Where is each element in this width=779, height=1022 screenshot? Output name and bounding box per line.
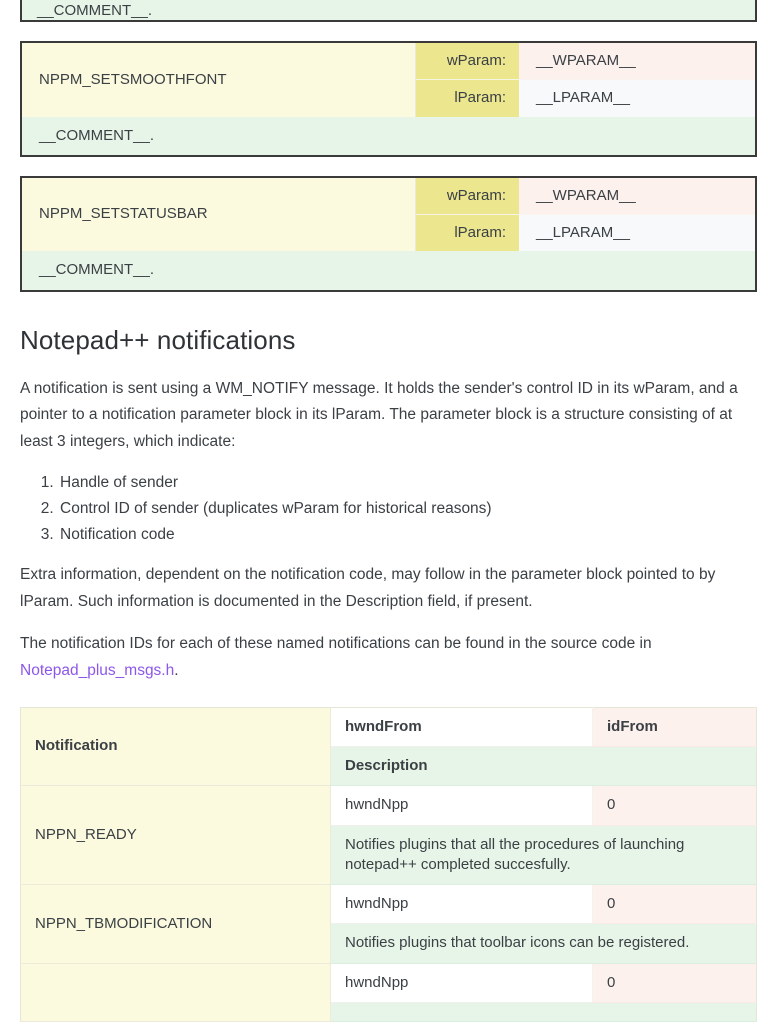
table-header-row — [21, 707, 757, 746]
table-row — [21, 117, 756, 156]
message-name-cell: NPPM_SETSTATUSBAR — [21, 177, 415, 252]
list-item: 3. Notification code — [58, 522, 779, 548]
wparam-value-cell: __WPARAM__ — [519, 42, 756, 80]
notification-name-cell: NPPN_TBMODIFICATION — [21, 885, 331, 964]
list-item: 1. Handle of sender — [58, 470, 779, 496]
header-notification: Notification — [21, 707, 331, 786]
notifications-table — [20, 707, 757, 1022]
page-title: Notepad++ notifications — [20, 324, 296, 355]
lparam-label-cell: lParam: — [415, 215, 519, 252]
wparam-label-cell: wParam: — [415, 177, 519, 215]
lparam-label-cell: lParam: — [415, 80, 519, 117]
table-row — [21, 885, 757, 924]
table-row — [21, 786, 757, 825]
notification-name-cell — [21, 963, 331, 1021]
notification-hwnd-cell: hwndNpp — [331, 786, 593, 825]
lparam-value-cell: __LPARAM__ — [519, 80, 756, 117]
table-spacer — [0, 157, 779, 176]
wparam-value-cell: __WPARAM__ — [519, 177, 756, 215]
comment-cell: __COMMENT__. — [21, 117, 756, 156]
notification-description-cell: Notifies plugins that all the procedures of launching notepad++ completed succesfully. — [331, 825, 757, 885]
message-name-cell: NPPM_SETSMOOTHFONT — [21, 42, 415, 117]
table-row — [21, 251, 756, 290]
parameter-block-list — [20, 470, 779, 547]
message-table-nppm-setsmoothfont — [20, 41, 757, 157]
header-description: Description — [331, 747, 757, 786]
source-code-text-after: . — [174, 662, 179, 680]
header-id-from: idFrom — [593, 707, 757, 746]
table-row — [21, 42, 756, 80]
notepad-plus-msgs-link[interactable]: Notepad_plus_msgs.h — [20, 662, 175, 680]
clipped-message-table-top — [20, 0, 757, 22]
notification-name-cell: NPPN_READY — [21, 786, 331, 885]
extra-info-paragraph: Extra information, dependent on the notification code, may follow in the parameter block pointed to by lParam. Such information is documented in the Description field, if present. — [20, 566, 716, 610]
lparam-value-cell: __LPARAM__ — [519, 215, 756, 252]
notification-description-cell — [331, 1002, 757, 1021]
wparam-label-cell: wParam: — [415, 42, 519, 80]
message-table-nppm-setstatusbar — [20, 176, 757, 292]
list-item: 2. Control ID of sender (duplicates wParam for historical reasons) — [58, 496, 779, 522]
source-code-text-before: The notification IDs for each of these named notifications can be found in the source code in — [20, 635, 652, 653]
comment-cell: __COMMENT__. — [21, 251, 756, 290]
intro-paragraph: A notification is sent using a WM_NOTIFY message. It holds the sender's control ID in its wParam, and a pointer to a notification parameter block in its lParam. The parameter block is a structure consisting of at least 3 integers, which indicate: — [20, 379, 738, 450]
notification-idfrom-cell: 0 — [593, 786, 757, 825]
table-row — [21, 177, 756, 215]
notification-description-cell: Notifies plugins that toolbar icons can be registered. — [331, 924, 757, 963]
notification-hwnd-cell: hwndNpp — [331, 885, 593, 924]
notification-idfrom-cell: 0 — [593, 885, 757, 924]
notification-idfrom-cell: 0 — [593, 963, 757, 1002]
table-row — [21, 963, 757, 1002]
notification-hwnd-cell: hwndNpp — [331, 963, 593, 1002]
header-hwnd-from: hwndFrom — [331, 707, 593, 746]
comment-text: __COMMENT__. — [37, 2, 153, 19]
source-code-paragraph — [20, 631, 750, 684]
